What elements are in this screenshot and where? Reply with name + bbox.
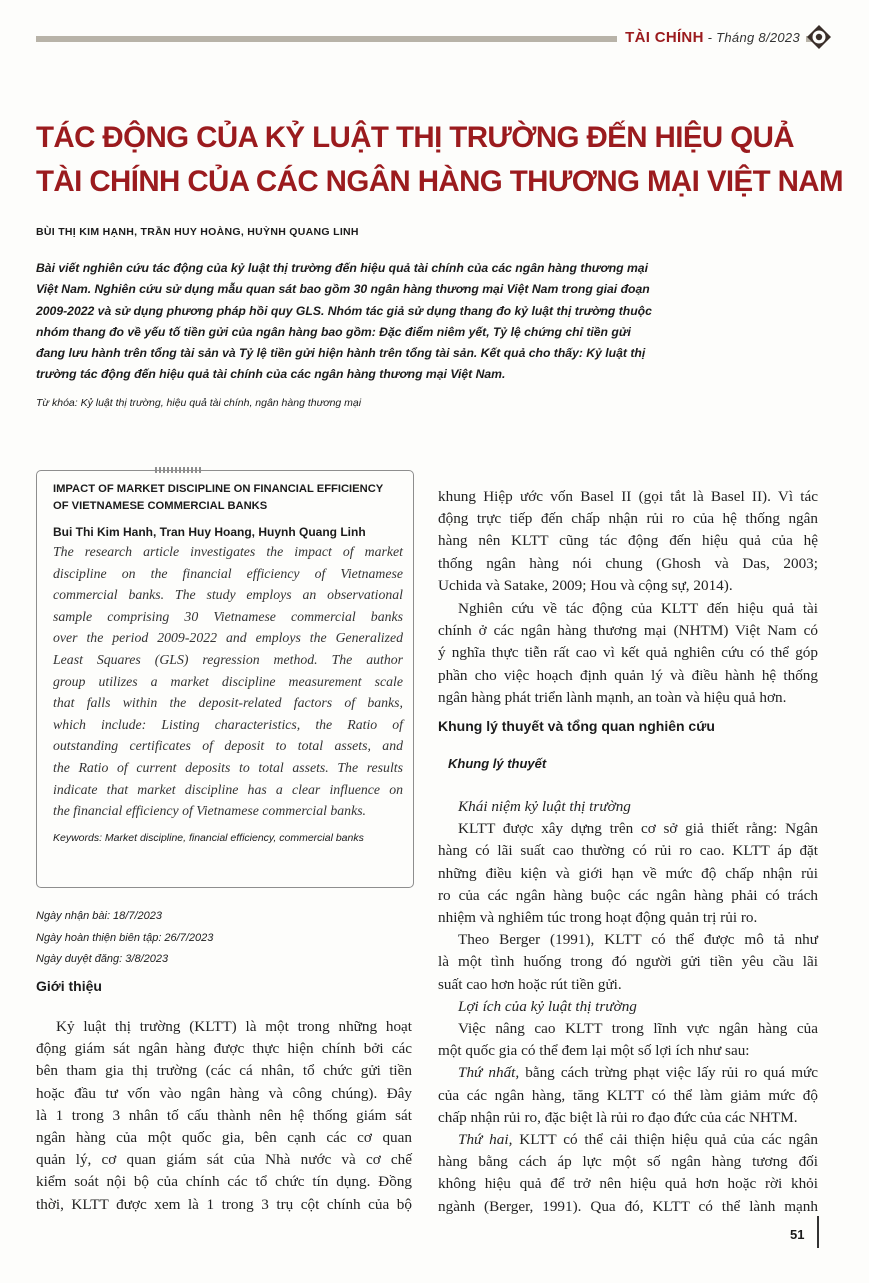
english-abstract bbox=[53, 541, 403, 822]
english-abstract-line: that falls within the deposit-related factors of banks, bbox=[53, 695, 403, 711]
text-line: KLTT được xây dựng trên cơ sở giả thiết rằng: Ngân bbox=[458, 820, 818, 838]
text-line: Việc nâng cao KLTT trong lĩnh vực ngân hàng của bbox=[458, 1020, 818, 1038]
text-line: của các ngân hàng, tăng KLTT có thể làm giảm mức độ bbox=[438, 1086, 818, 1104]
english-abstract-line: over the period 2009-2022 and employs the Generalized bbox=[53, 630, 403, 646]
text-line: bên tham gia thị trường (các cá nhân, tổ chức gửi tiền bbox=[36, 1062, 412, 1080]
abstract-line: nhóm thang đo về yếu tố tiền gửi của ngân hàng bao gồm: Đặc điểm niêm yết, Tỷ lệ chứng chỉ tiền gửi bbox=[36, 324, 631, 339]
text-line: hoặc đầu tư vốn vào ngân hàng và công chúng). Đây bbox=[36, 1084, 412, 1102]
page-number-rule bbox=[817, 1216, 819, 1248]
text-line: hàng có lãi suất cao thường có rủi ro cao. KLTT áp đặt bbox=[438, 842, 818, 860]
title-line: TÀI CHÍNH CỦA CÁC NGÂN HÀNG THƯƠNG MẠI VIỆT NAM bbox=[36, 165, 843, 198]
english-title bbox=[53, 481, 403, 515]
text-line: những điều kiện và giới hạn về mức độ chấp nhận rủi bbox=[438, 864, 818, 882]
english-abstract-line: discipline on the financial efficiency of Vietnamese bbox=[53, 565, 403, 581]
article-title bbox=[36, 116, 843, 204]
box-dotted-accent bbox=[155, 467, 201, 473]
section-name: TÀI CHÍNH bbox=[625, 28, 704, 46]
benefit-title-text: Lợi ích của kỷ luật thị trường bbox=[458, 997, 637, 1015]
text-line: động giám sát ngân hàng được thực hiện chính bởi các bbox=[36, 1040, 412, 1058]
subheading-framework: Khung lý thuyết bbox=[448, 756, 547, 771]
text-line: Nghiên cứu về tác động của KLTT đến hiệu quả tài bbox=[458, 600, 818, 617]
text-line: hàng nên KLTT cũng tác động đến hiệu quả của hệ bbox=[438, 532, 818, 550]
text-line bbox=[438, 1062, 818, 1084]
text-line: ngân hàng của một quốc gia, bên cạnh các cơ quan bbox=[36, 1129, 412, 1147]
concept-paragraph bbox=[438, 796, 818, 1218]
text-fragment: bằng cách trừng phạt việc lấy rủi ro quá mức bbox=[519, 1064, 818, 1082]
date-revised: Ngày hoàn thiện biên tập: 26/7/2023 bbox=[36, 931, 214, 944]
issue-date: - Tháng 8/2023 bbox=[703, 29, 800, 45]
text-line: ngành (Berger, 1991). Qua đó, KLTT có thể lành mạnh bbox=[438, 1197, 818, 1215]
section-heading-introduction: Giới thiệu bbox=[36, 978, 102, 994]
text-line bbox=[438, 1129, 818, 1151]
title-line: TÁC ĐỘNG CỦA KỶ LUẬT THỊ TRƯỜNG ĐẾN HIỆU QUẢ bbox=[36, 121, 794, 154]
text-line: suất cao hơn hoặc rút tiền gửi. bbox=[438, 975, 622, 993]
date-received: Ngày nhận bài: 18/7/2023 bbox=[36, 910, 162, 922]
text-line: không hiệu quả để trở nên hiệu quả hơn hoặc rời khỏi bbox=[438, 1175, 818, 1193]
date-accepted: Ngày duyệt đăng: 3/8/2023 bbox=[36, 953, 169, 965]
english-abstract-line: group utilizes a market discipline measurement scale bbox=[53, 673, 403, 689]
text-line: khung Hiệp ước vốn Basel II (gọi tắt là Basel II). Vì tác bbox=[438, 488, 818, 505]
english-abstract-line: Least Squares (GLS) regression method. The author bbox=[53, 651, 403, 667]
section-heading-framework: Khung lý thuyết và tổng quan nghiên cứu bbox=[438, 718, 715, 734]
text-line: hàng bằng cách áp lực một số ngân hàng tương đối bbox=[438, 1153, 818, 1171]
text-line: phần cho việc hoạch định quản lý và điều hành hệ thống bbox=[438, 666, 818, 684]
authors-vietnamese: BÙI THỊ KIM HẠNH, TRẦN HUY HOÀNG, HUỲNH QUANG LINH bbox=[36, 226, 359, 238]
abstract-line: trường tác động đến hiệu quả tài chính của các ngân hàng thương mại Việt Nam. bbox=[36, 367, 506, 382]
benefit-title bbox=[438, 996, 818, 1018]
concept-title bbox=[438, 796, 818, 818]
english-abstract-line: commercial banks. The study employs an observational bbox=[53, 587, 403, 603]
text-line: quản lý, cơ quan giám sát của Nhà nước và cơ chế bbox=[36, 1151, 412, 1169]
text-line: kiểm soát nội bộ của chính các tổ chức tín dụng. Đồng bbox=[36, 1173, 412, 1191]
english-abstract-line: the Ratio of current deposits to total assets. The results bbox=[53, 759, 403, 775]
english-title-line: IMPACT OF MARKET DISCIPLINE ON FINANCIAL EFFICIENCY bbox=[53, 483, 384, 495]
enumeration-lead: Thứ hai, bbox=[458, 1131, 513, 1149]
text-fragment: KLTT có thể cải thiện hiệu quả của các ngân bbox=[512, 1131, 818, 1149]
text-line: Theo Berger (1991), KLTT có thể được mô tả như bbox=[458, 931, 818, 949]
english-title-line: OF VIETNAMESE COMMERCIAL BANKS bbox=[53, 500, 268, 512]
english-abstract-line: which include: Listing characteristics, the Ratio of bbox=[53, 716, 403, 732]
abstract-vietnamese bbox=[36, 258, 836, 386]
english-keywords: Keywords: Market discipline, financial efficiency, commercial banks bbox=[53, 831, 364, 844]
text-line: chính ở các ngân hàng thương mại (NHTM) Việt Nam có bbox=[438, 622, 818, 640]
text-line: là 1 trong 3 nhân tố cấu thành nên hệ thống giám sát bbox=[36, 1106, 412, 1124]
text-line: ngân hàng phát triển lành mạnh, an toàn và hiệu quả hơn. bbox=[438, 688, 787, 706]
text-line: là một tình huống trong đó người gửi tiền yêu cầu lãi bbox=[438, 953, 818, 971]
english-authors: Bui Thi Kim Hanh, Tran Huy Hoang, Huynh Quang Linh bbox=[53, 525, 366, 539]
keywords-vietnamese: Từ khóa: Kỷ luật thị trường, hiệu quả tài chính, ngân hàng thương mại bbox=[36, 397, 362, 409]
text-line: chấp nhận rủi ro, đặc biệt là rủi ro đạo đức của các NHTM. bbox=[438, 1108, 798, 1126]
text-line: Uchida và Satake, 2009; Hou và cộng sự, 2014). bbox=[438, 576, 733, 594]
english-abstract-line: the financial efficiency of Vietnamese commercial banks. bbox=[53, 803, 367, 819]
basel-paragraph bbox=[438, 486, 818, 597]
text-line: nhiệm và nghiêm túc trong hoạt động quản trị rủi ro. bbox=[438, 909, 758, 927]
english-abstract-line: indicate that market discipline has a clear influence on bbox=[53, 781, 403, 797]
text-line: ý nghĩa thực tiễn rất cao vì kết quả nghiên cứu có thể góp bbox=[438, 644, 818, 662]
text-line: Kỷ luật thị trường (KLTT) là một trong những hoạt bbox=[56, 1018, 412, 1035]
header-label bbox=[617, 29, 806, 46]
submission-dates bbox=[36, 906, 213, 971]
text-line: một quốc gia có thể đem lại một số lợi ích như sau: bbox=[438, 1042, 750, 1060]
enumeration-lead: Thứ nhất, bbox=[458, 1064, 520, 1082]
abstract-line: Việt Nam. Nghiên cứu sử dụng mẫu quan sát bao gồm 30 ngân hàng thương mại Việt Nam trong giai đoạn bbox=[36, 282, 650, 297]
english-abstract-line: outstanding certificates of deposit to total assets, and bbox=[53, 738, 403, 754]
text-line: thời, KLTT được xem là 1 trong 3 trụ cột chính của bộ bbox=[36, 1195, 412, 1213]
significance-paragraph bbox=[438, 598, 818, 709]
abstract-line: Bài viết nghiên cứu tác động của kỷ luật thị trường đến hiệu quả tài chính của các ngân hàng thương mại bbox=[36, 261, 648, 275]
introduction-paragraph bbox=[36, 1016, 412, 1216]
text-line: thống ngân hàng nói chung (Ghosh và Das, 2003; bbox=[438, 554, 818, 572]
page-number: 51 bbox=[790, 1227, 805, 1242]
english-abstract-line: The research article investigates the impact of market bbox=[53, 544, 403, 559]
text-line: động trực tiếp đến chấp nhận rủi ro của hệ thống ngân bbox=[438, 510, 818, 528]
running-header bbox=[36, 26, 832, 48]
english-abstract-line: sample comprising 30 Vietnamese commercial banks bbox=[53, 608, 403, 624]
journal-emblem-icon bbox=[806, 24, 832, 50]
english-abstract-box bbox=[36, 470, 414, 888]
text-line: ro của các ngân hàng buộc các ngân hàng phải có trách bbox=[438, 886, 818, 904]
abstract-line: đang lưu hành trên tổng tài sản và Tỷ lệ tiền gửi hiện hành trên tổng tài sản. Kết quả cho thấy: Kỷ luật thị bbox=[36, 346, 646, 361]
concept-title-text: Khái niệm kỷ luật thị trường bbox=[458, 798, 631, 815]
abstract-line: 2009-2022 và sử dụng phương pháp hồi quy GLS. Nhóm tác giả sử dụng thang đo kỷ luật thị trường thuộc bbox=[36, 303, 652, 318]
